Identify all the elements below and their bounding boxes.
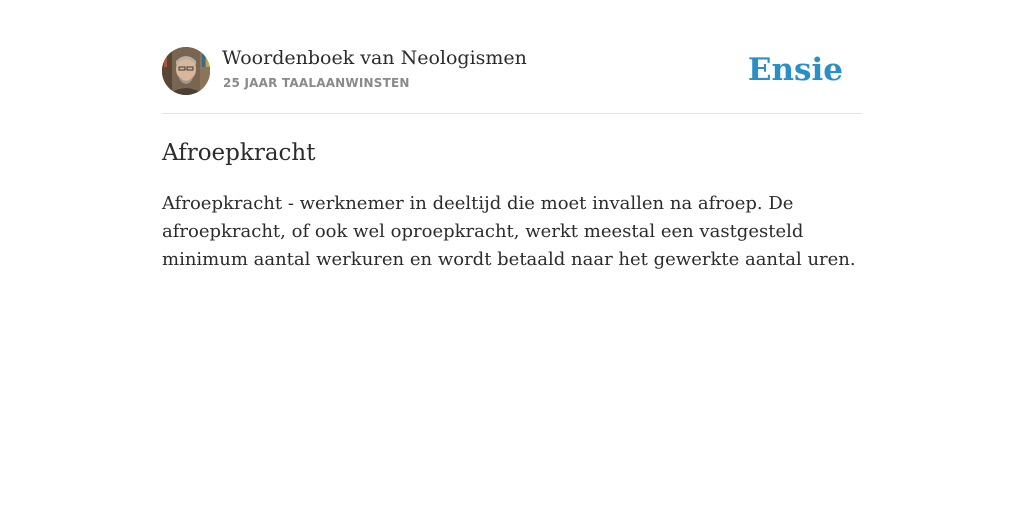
ensie-logo[interactable]: Ensie [747, 52, 843, 88]
entry-definition: Afroepkracht - werknemer in deeltijd die moet invallen na afroep. De afroepkracht, of ook wel oproepkracht, werkt meestal een vastgesteld minimum aantal werkuren en wordt betaald naar het gewerkte aantal uren. [162, 193, 856, 270]
header [162, 0, 862, 114]
author-tagline: 25 JAAR TAALAANWINSTEN [223, 76, 410, 90]
avatar-image [162, 47, 210, 95]
author-name[interactable]: Woordenboek van Neologismen [222, 47, 527, 69]
content-container [162, 0, 862, 270]
entry-title: Afroepkracht [162, 140, 316, 166]
author-avatar[interactable] [162, 47, 210, 95]
